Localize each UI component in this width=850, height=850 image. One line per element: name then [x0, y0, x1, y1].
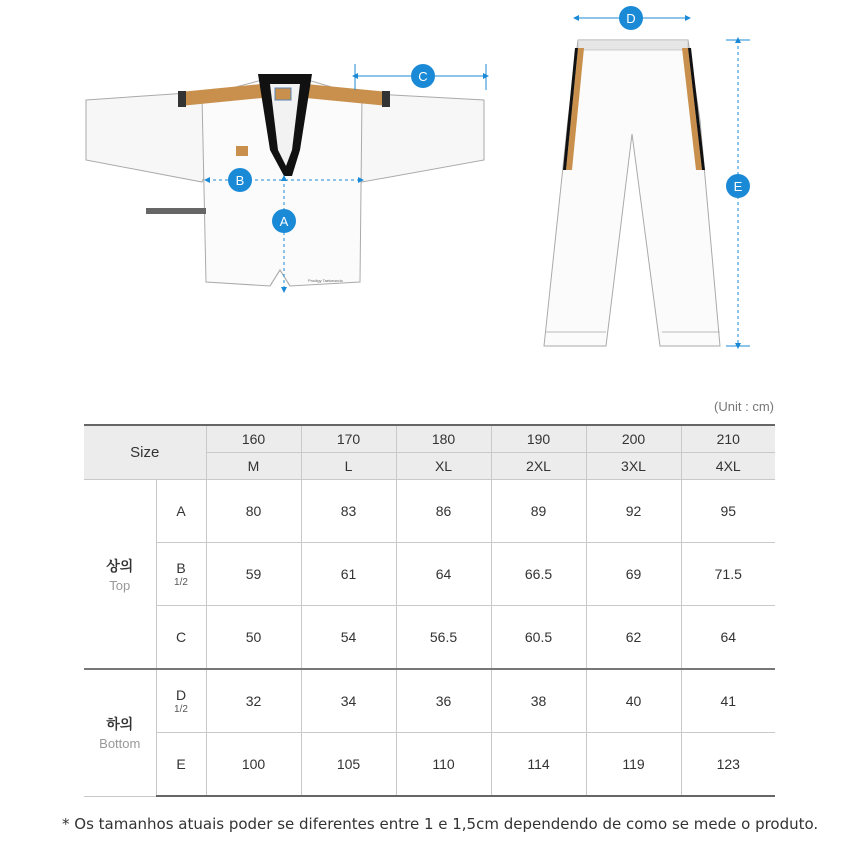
- measure-half-note: 1/2: [174, 704, 188, 715]
- svg-text:A: A: [279, 214, 289, 229]
- measure-half-note: 1/2: [174, 577, 188, 588]
- table-cell: 61: [301, 543, 396, 606]
- left-shoulder-badge: [178, 91, 186, 107]
- size-label-header: L: [301, 453, 396, 480]
- table-cell: 86: [396, 480, 491, 543]
- unit-label: (Unit : cm): [714, 399, 774, 414]
- marker-D: [619, 6, 643, 30]
- table-cell: 62: [586, 606, 681, 670]
- svg-text:B: B: [235, 173, 245, 188]
- table-cell: 123: [681, 733, 775, 797]
- table-cell: 59: [206, 543, 301, 606]
- measure-label: [156, 669, 206, 733]
- table-cell: 40: [586, 669, 681, 733]
- jacket-right-sleeve: [352, 93, 484, 182]
- table-row: [84, 606, 775, 670]
- marker-E: [726, 174, 750, 198]
- size-label-header: XL: [396, 453, 491, 480]
- measure-letter: C: [175, 629, 187, 645]
- table-cell: 66.5: [491, 543, 586, 606]
- marker-C: [411, 64, 435, 88]
- table-cell: 38: [491, 669, 586, 733]
- top-group-label: [84, 480, 156, 670]
- svg-text:D: D: [626, 11, 636, 26]
- table-cell: 110: [396, 733, 491, 797]
- measure-label: [156, 733, 206, 797]
- chest-logo-icon: [236, 146, 248, 156]
- table-cell: 95: [681, 480, 775, 543]
- table-row: [84, 543, 775, 606]
- top-label-english: Top: [109, 577, 131, 593]
- measure-letter: A: [176, 503, 186, 519]
- measure-letter: D: [175, 687, 187, 703]
- table-cell: 114: [491, 733, 586, 797]
- svg-text:E: E: [733, 179, 743, 194]
- table-cell: 41: [681, 669, 775, 733]
- height-header: 160: [206, 425, 301, 453]
- table-cell: 36: [396, 669, 491, 733]
- table-cell: 105: [301, 733, 396, 797]
- collar-logo-patch: [275, 88, 291, 100]
- uniform-measurement-diagram: [0, 0, 850, 390]
- table-cell: 50: [206, 606, 301, 670]
- pants-waistband: [578, 40, 688, 50]
- right-shoulder-badge: [382, 91, 390, 107]
- table-cell: 80: [206, 480, 301, 543]
- table-cell: 64: [681, 606, 775, 670]
- height-header: 210: [681, 425, 775, 453]
- size-label-header: 4XL: [681, 453, 775, 480]
- size-header: Size: [84, 425, 206, 480]
- table-cell: 60.5: [491, 606, 586, 670]
- jacket-left-sleeve: [86, 93, 212, 182]
- measure-letter: B: [176, 560, 186, 576]
- size-label-header: M: [206, 453, 301, 480]
- marker-B: [228, 168, 252, 192]
- table-cell: 83: [301, 480, 396, 543]
- table-row: [84, 669, 775, 733]
- footnote: * Os tamanhos atuais poder se diferentes entre 1 e 1,5cm dependendo de como se mede o produto.: [62, 815, 819, 833]
- height-header: 190: [491, 425, 586, 453]
- table-cell: 100: [206, 733, 301, 797]
- table-cell: 89: [491, 480, 586, 543]
- measure-label: [156, 480, 206, 543]
- measure-letter: E: [176, 756, 186, 772]
- measure-label: [156, 606, 206, 670]
- bottom-label-english: Bottom: [99, 736, 141, 752]
- table-cell: 56.5: [396, 606, 491, 670]
- size-chart-table: [84, 424, 775, 797]
- height-header: 180: [396, 425, 491, 453]
- height-header-row: [84, 425, 775, 453]
- table-cell: 32: [206, 669, 301, 733]
- belt-end: [146, 208, 206, 214]
- pants-illustration: [544, 40, 720, 346]
- hem-logo-text: Prodigy Taekwondo: [308, 278, 343, 283]
- size-label-header: 2XL: [491, 453, 586, 480]
- table-cell: 64: [396, 543, 491, 606]
- svg-text:C: C: [418, 69, 428, 84]
- measure-label: [156, 543, 206, 606]
- table-cell: 92: [586, 480, 681, 543]
- table-row: [84, 480, 775, 543]
- table-cell: 69: [586, 543, 681, 606]
- table-row: [84, 733, 775, 797]
- height-header: 200: [586, 425, 681, 453]
- table-cell: 54: [301, 606, 396, 670]
- table-cell: 71.5: [681, 543, 775, 606]
- size-label-header: 3XL: [586, 453, 681, 480]
- table-cell: 34: [301, 669, 396, 733]
- bottom-group-label: [84, 669, 156, 796]
- height-header: 170: [301, 425, 396, 453]
- top-label-korean: 상의: [106, 557, 134, 574]
- marker-A: [272, 209, 296, 233]
- table-cell: 119: [586, 733, 681, 797]
- bottom-label-korean: 하의: [106, 716, 134, 733]
